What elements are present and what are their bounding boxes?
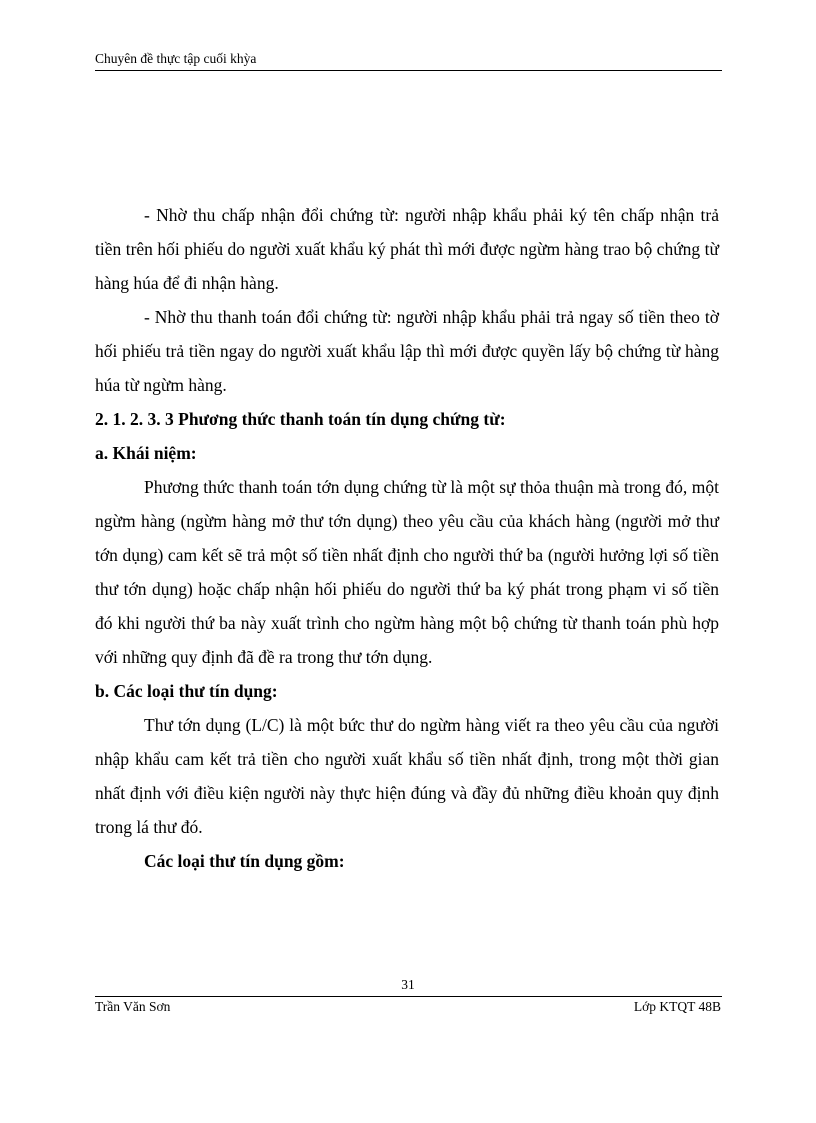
paragraph-nho-thu-thanh-toan: - Nhờ thu thanh toán đổi chứng từ: người nhập khẩu phải trả ngay số tiền theo tờ hối phiếu trả tiền ngay do người xuất khẩu lập thì mới được quyền lấy bộ chứng từ hàng húa từ ngừm hàng. (95, 307, 719, 395)
page-number: 31 (401, 977, 415, 992)
page-body (95, 198, 719, 878)
running-header: Chuyên đề thực tập cuối khỳa (95, 51, 257, 66)
paragraph-khai-niem: Phương thức thanh toán tớn dụng chứng từ là một sự thỏa thuận mà trong đó, một ngừm hàng (ngừm hàng mở thư tớn dụng) theo yêu cầu của khách hàng (người mở thư tớn dụng) cam kết sẽ trả một số tiền nhất định cho người thứ ba (người hưởng lợi số tiền thư tớn dụng) hoặc chấp nhận hối phiếu do người thứ ba ký phát trong phạm vi số tiền đó khi người thứ ba này xuất trình cho ngừm hàng một bộ chứng từ thanh toán phù hợp với những quy định đã đề ra trong thư tớn dụng. (95, 477, 719, 667)
subsection-heading-khai-niem: a. Khái niệm: (95, 443, 197, 463)
subsection-heading-cac-loai: b. Các loại thư tín dụng: (95, 681, 278, 701)
paragraph-thu-tin-dung: Thư tớn dụng (L/C) là một bức thư do ngừm hàng viết ra theo yêu cầu của người nhập khẩu cam kết trả tiền cho người xuất khẩu số tiền nhất định, trong một thời gian nhất định với điều kiện người này thực hiện đúng và đầy đủ những điều khoản quy định trong lá thư đó. (95, 715, 719, 837)
paragraph-nho-thu-chap-nhan: - Nhờ thu chấp nhận đổi chứng từ: người nhập khẩu phải ký tên chấp nhận trả tiền trên hối phiếu do người xuất khẩu ký phát thì mới được ngừm hàng trao bộ chứng từ hàng húa để đi nhận hàng. (95, 205, 719, 293)
list-intro-heading: Các loại thư tín dụng gồm: (144, 851, 345, 871)
footer-class: Lớp KTQT 48B (633, 999, 721, 1014)
header-rule (95, 70, 722, 71)
section-heading: 2. 1. 2. 3. 3 Phương thức thanh toán tín dụng chứng từ: (95, 409, 506, 429)
footer-rule (95, 996, 722, 997)
footer-author: Trần Văn Sơn (95, 999, 171, 1014)
